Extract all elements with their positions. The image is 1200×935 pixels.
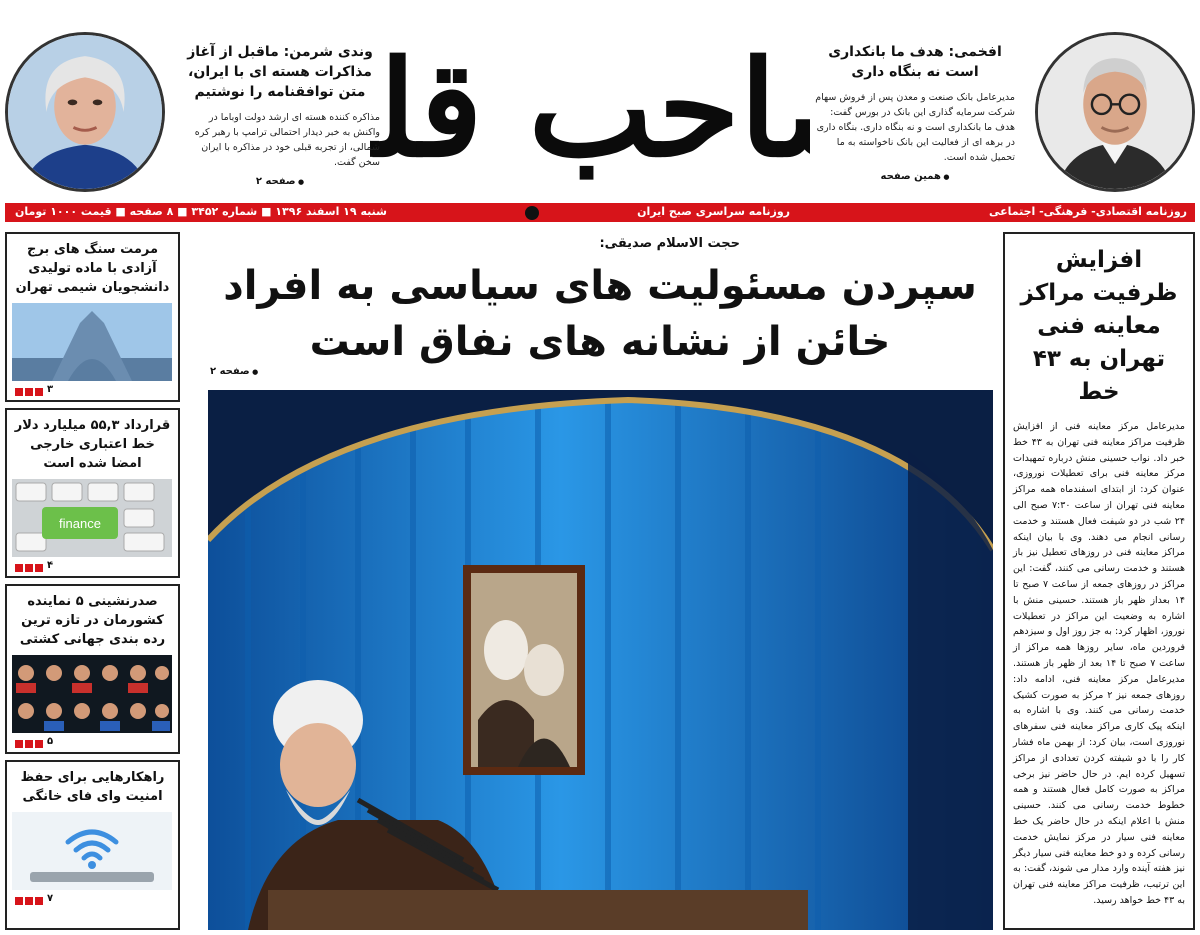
story-footer (13, 894, 172, 908)
story-footer (13, 561, 172, 575)
story-title: صدرنشینی ۵ نماینده کشورمان در تازه ترین رده بندی جهانی کشتی (19, 594, 166, 647)
red-marker (15, 897, 23, 905)
story-title: راهکارهایی برای حفظ امنیت وای فای خانگی (20, 770, 165, 804)
teaser-page-ref: ● صفحه ۲ (180, 176, 380, 187)
teaser-sherman[interactable] (180, 42, 380, 187)
sidebar-story-credit-line[interactable] (5, 408, 180, 578)
portrait-sherman (5, 32, 165, 192)
article-title: افزایش ظرفیت مراکز معاینه فنی تهران به ۴۳ خط (1020, 247, 1178, 405)
teaser-body: مذاکره کننده هسته ای ارشد دولت اوباما در واکنش به خبر دیدار احتمالی ترامپ با رهبر کره شمالی، از تجربه قبلی خود در مذاکره با ایران سخن گفت. (194, 112, 380, 168)
story-footer (13, 385, 172, 399)
red-marker (15, 740, 23, 748)
red-marker (25, 740, 33, 748)
portrait-afkhami (1035, 32, 1195, 192)
red-marker (35, 740, 43, 748)
story-page-number: ۷ (47, 893, 54, 904)
story-title: قرارداد ۵۵,۳ میلیارد دلار خط اعتباری خارجی امضا شده است (14, 418, 171, 471)
sidebar-story-wrestling[interactable] (5, 584, 180, 754)
paper-type: روزنامه اقتصادی- فرهنگی- اجتماعی (988, 205, 1187, 218)
red-marker (15, 388, 23, 396)
story-page-number: ۳ (47, 384, 54, 395)
info-bar (5, 203, 1195, 222)
red-marker (25, 564, 33, 572)
finance-key-label: finance (59, 516, 101, 531)
red-marker (35, 897, 43, 905)
paper-tagline: روزنامه سراسری صبح ایران (637, 205, 790, 218)
divider-dot (525, 206, 539, 220)
teaser-page-ref: ● همین صفحه (815, 171, 1015, 182)
red-marker (35, 388, 43, 396)
teaser-afkhami[interactable] (815, 42, 1015, 182)
lead-photo (208, 390, 993, 930)
red-marker (25, 388, 33, 396)
article-inspection-centers[interactable] (1003, 232, 1195, 930)
wifi-tablet-photo (12, 812, 172, 890)
logo-text: احب قل (375, 32, 780, 187)
lead-kicker: حجت الاسلام صدیقی: (599, 236, 740, 251)
lead-page-ref: ● صفحه ۲ (210, 366, 258, 377)
sherman-photo (8, 35, 162, 189)
article-body: مدیرعامل مرکز معاینه فنی از افزایش ظرفیت مراکز معاینه فنی تهران به ۴۳ خط خبر داد. نواب حسینی منش درباره تمهیدات مرکز معاینه فنی برای تعطیلات نوروزی، عنوان کرد: از ابتدای اسفندماه همه مراکز معاینه فنی تهران از ساعت ۷:۳۰ صبح الی ۲۴ شب در دو شیفت فعال هستند و خدمت رسانی انجام می دهند. وی با بیان اینکه مراکز معاینه فنی در روزهای تعطیل نیز باز هستند و خدمت رسانی می کنند، گفت: این مراکز در روزهای جمعه از ساعت ۷ صبح تا ۱۴ بعداز ظهر باز هستند. حسینی منش با اشاره به وضعیت این مراکز در تعطیلات نوروز، اظهار کرد: به جز روز اول و سیزدهم فروردین ماه، سایر روزها همه مراکز از ساعت ۷ صبح تا ۱۴ بعد از ظهر باز هستند. مدیرعامل مرکز معاینه فنی، ادامه داد: روزهای جمعه نیز ۲ مرکز به صورت کشیک خدمت رسانی می کنند. وی با اشاره به اینکه پیک کاری مراکز معاینه فنی سفرهای نوروزی است، بیان کرد: از بهمن ماه فشار کار را با دو شیفته کردن تعدادی از مراکز تسهیل کرده ایم. در حال حاضر نیز برخی مراکز به صورت کامل فعال هستند و همه خطوط خدمت رسانی می کنند. حسینی منش با اعلام اینکه در حال حاضر یک خط معاینه فنی سیار در مرکز نمایش خدمت رسانی کرده و دو خط معاینه فنی سیار دیگر نیز هفته آینده وارد مدار می شوند، گفت: به این ترتیب، ظرفیت مراکز معاینه فنی تهران به ۴۳ خط خواهد رسید. (1013, 421, 1185, 906)
story-page-number: ۵ (47, 736, 54, 747)
finance-keyboard-photo (12, 479, 172, 557)
sidebar-story-azadi[interactable] (5, 232, 180, 402)
teaser-title: وندی شرمن: ماقبل از آغاز مذاکرات هسته ای با ایران، متن توافقنامه را نوشتیم (187, 44, 373, 100)
masthead (0, 0, 1200, 202)
story-page-number: ۴ (47, 560, 54, 571)
newspaper-logo (370, 5, 810, 200)
red-marker (15, 564, 23, 572)
sidebar-story-wifi[interactable] (5, 760, 180, 930)
lead-headline[interactable]: سپردن مسئولیت های سیاسی به افراد خائن از نشانه های نفاق است (223, 263, 977, 365)
teaser-title: افخمی: هدف ما بانکداری است نه بنگاه داری (828, 44, 1002, 80)
wrestlers-grid-photo (12, 655, 172, 733)
story-footer (13, 737, 172, 751)
azadi-tower-photo (12, 303, 172, 381)
story-title: مرمت سنگ های برج آزادی با ماده تولیدی دانشجویان شیمی تهران (15, 242, 170, 295)
afkhami-photo (1038, 35, 1192, 189)
teaser-body: مدیرعامل بانک صنعت و معدن پس از فروش سهام شرکت سرمایه گذاری این بانک در بورس گفت: هدف ما بانکداری است و نه بنگاه داری. بنگاه داری در برهه ای از فعالیت این بانک ناخواسته به ما تحمیل شده است. (815, 92, 1015, 163)
red-marker (25, 897, 33, 905)
red-marker (35, 564, 43, 572)
issue-info: شنبه ۱۹ اسفند ۱۳۹۶ ■ شماره ۳۴۵۲ ■ ۸ صفحه ■ قیمت ۱۰۰۰ تومان (15, 205, 387, 218)
